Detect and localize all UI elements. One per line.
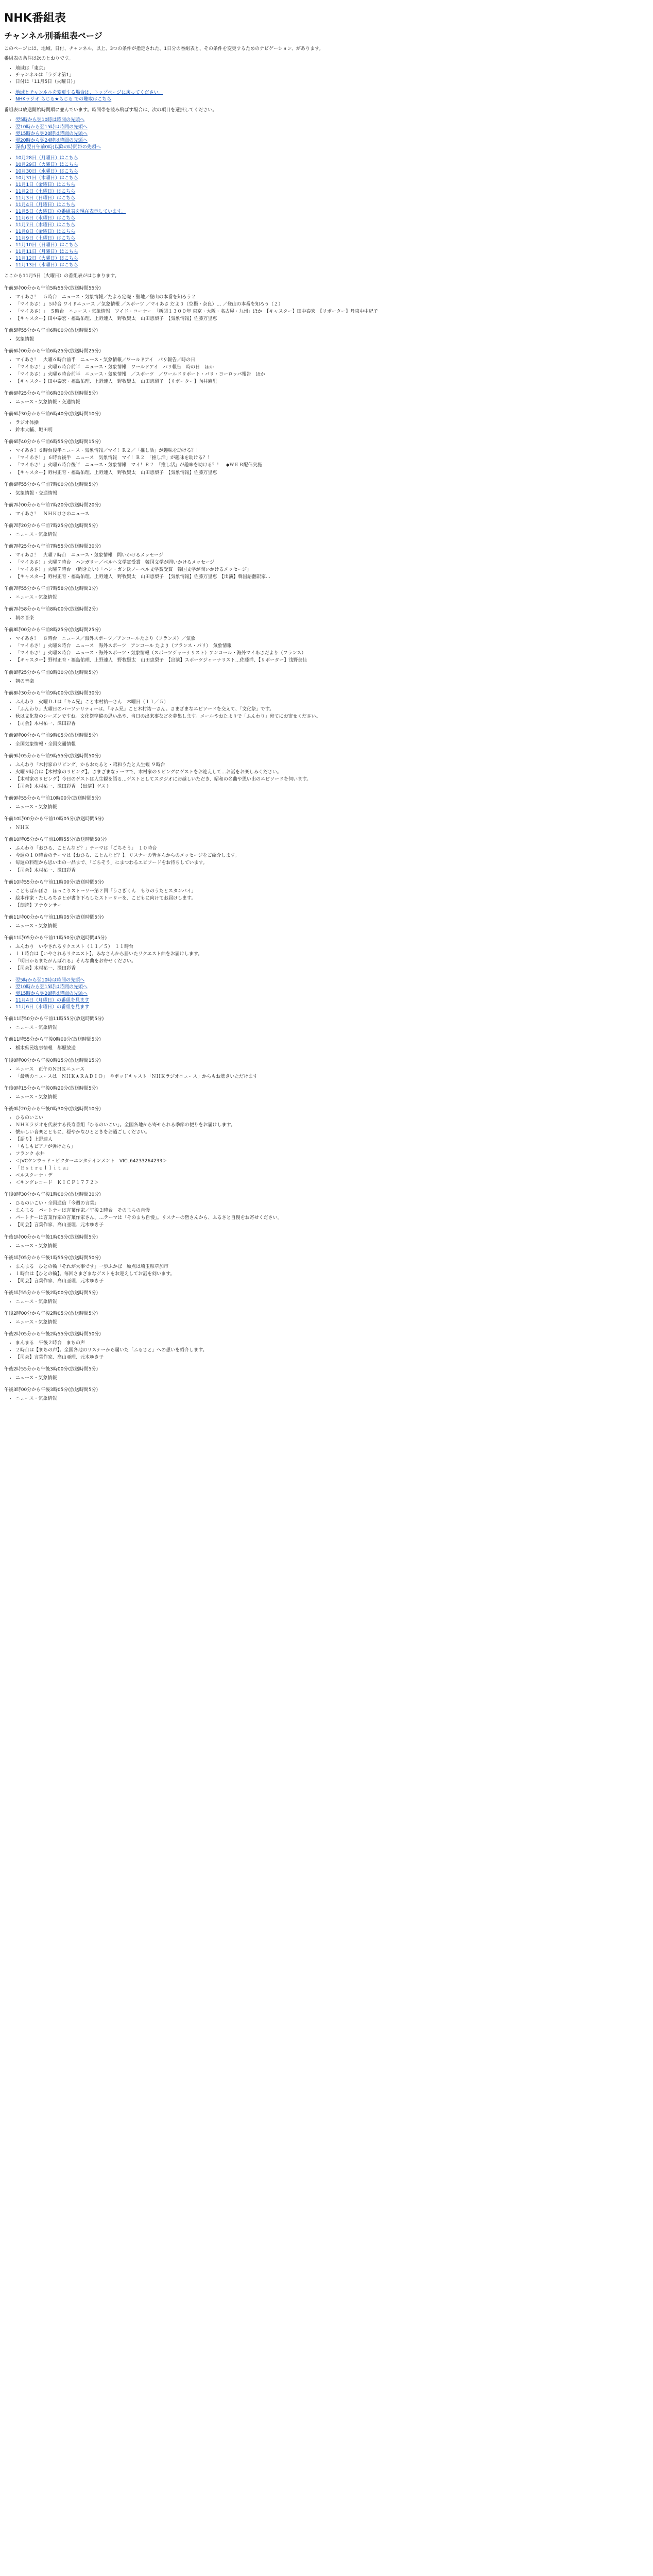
program-block: [4, 1366, 649, 1382]
program-detail-item: • 【キャスター】田中泰宏・福島佑理、上野連人 野牧賢太 山田恵梨子 【リポーター】向井麻里: [15, 379, 649, 385]
program-block: [4, 837, 649, 874]
program-block: [4, 544, 649, 581]
mid-nav-link[interactable]: 翌10時から翌15時は時間の先頭へ: [15, 985, 88, 990]
program-block: [4, 1016, 649, 1031]
program-detail-item: • マイあさ！６時台後半ニュース・気象情報／マイ！Ｒ２／「推し活」が趣味を助ける？！: [15, 448, 649, 454]
radiru-link[interactable]: NHKラジオ らじる★らじる での聴取はこちら: [15, 97, 112, 103]
page-heading: チャンネル別番組表ページ: [4, 30, 102, 41]
program-block: [4, 627, 649, 664]
program-time: 午後2時55分から午後3時00分(放送時間5分): [4, 1367, 98, 1372]
site-title: NHK番組表: [4, 12, 66, 25]
program-details: [4, 1115, 649, 1187]
program-block: [4, 1037, 649, 1052]
program-detail-item: • マイあさ！ 火曜７時台 ニュース・気象情報 問いかけるメッセージ: [15, 552, 649, 559]
program-details: [4, 762, 649, 790]
program-detail-item: • 気象情報: [15, 336, 649, 343]
program-time: 午後0時30分から午後1時00分(放送時間30分): [4, 1192, 101, 1198]
program-time: 午前7時00分から午前7時20分(放送時間20分): [4, 502, 101, 508]
date-link[interactable]: 11月2日（土曜日）はこちら: [15, 189, 76, 194]
program-detail-item: • 【司会】木村祐一、澤田彩香 【出演】ゲスト: [15, 784, 649, 790]
program-details: [4, 888, 649, 909]
program-detail-item: • ふんわり 火曜ＤＪは「キム兄」こと木村祐一さん 木曜日（１１／５）: [15, 699, 649, 706]
program-details: [4, 1375, 649, 1382]
program-detail-item: • ＜JVCケンウッド・ビクターエンタテインメント VICL64233264233＞: [15, 1158, 649, 1165]
program-details: [4, 1319, 649, 1326]
program-time: 午後0時20分から午後0時30分(放送時間10分): [4, 1106, 101, 1112]
program-block: [4, 1058, 649, 1080]
program-block: [4, 1331, 649, 1361]
program-time: 午後2時05分から午後2時55分(放送時間50分): [4, 1331, 101, 1337]
program-block: [4, 606, 649, 622]
program-detail-item: • 「マイあさ！」火曜７時台 ハンガリー／ベルヘ文学賞受賞 韓国文学が問いかけるメッセージ: [15, 560, 649, 566]
program-details: [4, 357, 649, 385]
program-block: [4, 1106, 649, 1187]
mid-nav-link[interactable]: 11月4日（月曜日）の番組を見ます: [15, 998, 90, 1004]
program-block: [4, 482, 649, 497]
program-detail-item: • 火曜９時台は【木村家のリビング】。さまざまなテーマで、木村家のリビングにゲストをお迎えして…お話をお楽しみください。: [15, 769, 649, 776]
program-details: [4, 741, 649, 748]
condition-item: • 地域は「東京」: [15, 65, 649, 72]
mid-nav-links-list: [4, 977, 649, 1011]
program-time: 午後0時15分から午後0時20分(放送時間5分): [4, 1086, 98, 1091]
mid-nav-link[interactable]: 翌5時から翌10時は時間の先頭へ: [15, 978, 85, 984]
date-link[interactable]: 11月1日（金曜日）はこちら: [15, 182, 76, 188]
time-jump-link[interactable]: 翌15時から翌20時は時間の先頭へ: [15, 131, 88, 137]
program-block: [4, 733, 649, 748]
program-time: 午前8時30分から午前9時00分(放送時間30分): [4, 690, 101, 696]
program-time: 午前11時55分から午後0時00分(放送時間5分): [4, 1037, 101, 1043]
intro-description: このページには、地域、日付、チャンネル、以上、3つの条件が指定された、1日分の番組表と、その条件を変更するためのナビゲーション、があります。: [4, 46, 324, 52]
program-detail-item: • 絵本作家・たしろちさとが書き下ろしたストーリーを、こどもに向けてお届けします。: [15, 895, 649, 902]
program-detail-item: • 毎週の料理から思い出の一品まで、「ごちそう」にまつわるエピソードをお待ちしています。: [15, 860, 649, 867]
program-detail-item: • ひるのいこい・全国通信「今週の言葉」: [15, 1200, 649, 1207]
program-detail-item: • ＜キングレコード ＫＩＣＰ１７７２＞: [15, 1180, 649, 1187]
program-detail-item: • ＮＨＫ: [15, 825, 649, 832]
time-jump-link[interactable]: 翌20時から翌24時は時間の先頭へ: [15, 138, 88, 143]
program-block: [4, 879, 649, 909]
time-jump-link[interactable]: 翌5時から翌10時は時間の先頭へ: [15, 117, 85, 123]
condition-item: • チャンネルは「ラジオ第1」: [15, 72, 649, 79]
program-detail-item: • ニュース・気象情報: [15, 1025, 649, 1031]
date-links-list: [4, 155, 649, 269]
program-time: 午前5時55分から午前6時00分(放送時間5分): [4, 328, 98, 333]
program-details: [4, 511, 649, 518]
program-detail-item: • 気象情報・交通情報: [15, 490, 649, 497]
date-link-current[interactable]: 11月5日（火曜日）の番組表を現在表示しています。: [15, 209, 126, 215]
program-time: 午前7時55分から午前7時58分(放送時間3分): [4, 586, 98, 592]
program-block: [4, 1290, 649, 1306]
program-detail-item: • 【キャスター】野村正育・福島佑理、上野連人 野牧賢太 山田恵梨子 【気象情報】佐藤万里恵: [15, 470, 649, 477]
program-detail-item: • まんまる パートナーは言葉作家／午後２時台 そのまちの自慢: [15, 1208, 649, 1214]
program-details: [4, 1243, 649, 1250]
program-time: 午前10時00分から午前10時05分(放送時間5分): [4, 817, 104, 822]
program-detail-item: • 【司会】言葉作家、高山亜理、元木ゆき子: [15, 1222, 649, 1229]
date-link[interactable]: 11月8日（金曜日）はこちら: [15, 229, 76, 235]
time-jump-list: [4, 117, 649, 150]
program-details: [4, 804, 649, 811]
program-detail-item: • 【キャスター】野村正育・福島佑理、上野連人 野牧賢太 山田恵梨子 【気象情報】佐藤万里恵 【出演】韓国語翻訳家…: [15, 574, 649, 581]
program-detail-item: • 【司会】木村祐一、澤田彩香: [15, 868, 649, 874]
date-link[interactable]: 11月10日（日曜日）はこちら: [15, 243, 78, 248]
program-block: [4, 795, 649, 811]
date-link[interactable]: 11月11日（月曜日）はこちら: [15, 249, 78, 255]
program-details: [4, 448, 649, 476]
date-link[interactable]: 11月12日（火曜日）はこちら: [15, 256, 78, 262]
program-detail-item: • マイあさ！ ８時台 ニュース／海外スポーツ／アンコールたより（フランス）／気象: [15, 636, 649, 642]
program-detail-item: • 【司会】木村祐一、澤田彩香: [15, 721, 649, 727]
program-time: 午前9時00分から午前9時05分(放送時間5分): [4, 733, 98, 738]
program-detail-item: • 今週の１０時台のテーマは【おひる、ことんなど？】。リスナーの皆さんからのメッセージをご紹介します。: [15, 853, 649, 859]
date-link[interactable]: 11月6日（水曜日）はこちら: [15, 216, 76, 222]
program-details: [4, 595, 649, 601]
program-details: [4, 1200, 649, 1229]
date-link[interactable]: 11月13日（水曜日）はこちら: [15, 263, 78, 268]
program-detail-item: • 「ふんわり」火曜日のパーソナリティーは、「キム兄」こと木村祐一さん。さまざまなエピソードを交えて、「文化祭」です。: [15, 706, 649, 713]
program-block: [4, 439, 649, 476]
program-detail-item: • まんまる 午後２時台 まちの声: [15, 1340, 649, 1347]
program-time: 午前6時00分から午前6時25分(放送時間25分): [4, 348, 101, 354]
program-details: [4, 1045, 649, 1052]
program-block: [4, 502, 649, 518]
program-detail-item: • ニュース・気象情報: [15, 804, 649, 811]
program-details: [4, 1066, 649, 1080]
program-detail-item: • ２時台は【まちの声】。全国各地のリスナーから届いた「ふるさと」への想いを紹介します。: [15, 1347, 649, 1354]
program-details: [4, 490, 649, 497]
program-details: [4, 1396, 649, 1402]
program-detail-item: • 「明日からまたがんばれる」そんな曲をお寄せください。: [15, 958, 649, 965]
program-detail-item: • 「マイあさ！」火曜８時台 ニュース・海外スポーツ・気象情報（スポーツジャーナリスト）アンコール・海外マイあさだより（フランス）: [15, 650, 649, 657]
program-details: [4, 420, 649, 434]
program-time: 午前10時55分から午前11時00分(放送時間5分): [4, 879, 104, 885]
program-detail-item: • 懐かしい音楽とともに、穏やかなひとときをお過ごしください。: [15, 1129, 649, 1136]
program-time: 午前8時25分から午前8時30分(放送時間5分): [4, 670, 98, 675]
program-time: 午後1時00分から午後1時05分(放送時間5分): [4, 1234, 98, 1240]
date-link[interactable]: 11月3日（日曜日）はこちら: [15, 195, 76, 201]
program-details: [4, 1299, 649, 1306]
program-details: [4, 552, 649, 581]
program-detail-item: • 「マイあさ！」火曜６時台前半 ニュース・気象情報 ／スポーツ ／ワールドリポート・パリ・ヨーロッパ報告 ほか: [15, 371, 649, 378]
program-time: 午前11時05分から午前11時50分(放送時間45分): [4, 935, 107, 941]
program-block: [4, 1192, 649, 1229]
program-details: [4, 825, 649, 832]
program-details: [4, 336, 649, 343]
date-link[interactable]: 11月7日（木曜日）はこちら: [15, 223, 76, 228]
program-detail-item: • ニュース・気象情報・交通情報: [15, 399, 649, 406]
program-time: 午後1時55分から午後2時00分(放送時間5分): [4, 1290, 98, 1296]
program-details: [4, 532, 649, 538]
program-block: [4, 1311, 649, 1326]
program-detail-item: • フランク 永井: [15, 1151, 649, 1158]
program-block: [4, 285, 649, 323]
program-time: 午前6時25分から午前6時30分(放送時間5分): [4, 391, 98, 397]
program-details: [4, 1340, 649, 1361]
program-detail-item: • まんまる ひとの輪「それが大事です」一歩ふかぼ 原点は埼玉県草加市: [15, 1264, 649, 1270]
program-detail-item: • 「マイあさ！」火曜６時台後半 ニュース・気象情報 マイ！Ｒ２ 「推し活」が趣味を助ける？！ ◆ＷＥＢ配信実施: [15, 462, 649, 469]
program-details: [4, 1264, 649, 1285]
program-block: [4, 935, 649, 972]
program-detail-item: • マイあさ！ ＮＨＫけさのニュース: [15, 511, 649, 518]
mid-nav-link[interactable]: 11月6日（水曜日）の番組を見ます: [15, 1005, 90, 1010]
program-details: [4, 1094, 649, 1101]
program-details: [4, 845, 649, 874]
program-block: [4, 1255, 649, 1285]
program-block: [4, 670, 649, 685]
program-time: 午前6時30分から午前6時40分(放送時間10分): [4, 412, 101, 417]
nav-links-list: [4, 90, 649, 103]
program-time: 午前6時40分から午前6時55分(放送時間15分): [4, 439, 101, 445]
time-select-label: 番組表は放送開始時間順に並んでいます。時間帯を読み飛ばす場合は、次の項目を選択してください。: [4, 108, 217, 113]
program-detail-item: • ニュース・気象情報: [15, 1299, 649, 1306]
time-jump-link[interactable]: 翌10時から翌15時は時間の先頭へ: [15, 124, 88, 130]
program-detail-item: • 「マイあさ！」５時台 ワイドニュース ／気象情報 ／スポーツ ／マイあさ だより（空撮・奈良）… ／登山の本番を知ろう（２）: [15, 301, 649, 308]
program-detail-item: • 「マイあさ！」火曜６時台前半 ニュース・気象情報 ワールドアイ パリ報告 時の日 ほか: [15, 364, 649, 371]
program-detail-item: • 【司会】言葉作家、高山亜理、元木ゆき子: [15, 1278, 649, 1285]
program-detail-item: • ニュース・気象情報: [15, 595, 649, 601]
date-link[interactable]: 11月4日（月曜日）はこちら: [15, 202, 76, 208]
program-details: [4, 1025, 649, 1031]
program-detail-item: • こどもばかぼさ ほっこりストーリー第２回「うさぎくん もりのうたとスタンバイ」: [15, 888, 649, 895]
program-detail-item: • ニュース・気象情報: [15, 1094, 649, 1101]
program-detail-item: • 【木村家のリビング】今日のゲストは人生観を語る…ゲストとしてスタジオにお越しいただき、昭和の名曲や思い出のエピソードを伺います。: [15, 776, 649, 783]
program-detail-item: • ラジオ体操: [15, 420, 649, 427]
program-detail-item: • ニュース・気象情報: [15, 923, 649, 930]
program-block: [4, 753, 649, 790]
program-time: 午前7時20分から午前7時25分(放送時間5分): [4, 523, 98, 529]
program-block: [4, 1387, 649, 1402]
program-detail-item: • ニュース・気象情報: [15, 1319, 649, 1326]
program-details: [4, 923, 649, 930]
program-time: 午前11時50分から午前11時55分(放送時間5分): [4, 1016, 104, 1022]
conditions-label: 番組表の条件は次のとおりです。: [4, 56, 74, 62]
program-detail-item: • ふんわり「おひる、ことんなど？」テーマは「ごちそう」 １０時台: [15, 845, 649, 852]
program-detail-item: • 【司会】木村祐一、澤田彩香: [15, 965, 649, 972]
conditions-list: [4, 65, 649, 86]
program-detail-item: • 「マイあさ！」火曜８時台 ニュース 海外スポーツ アンコール たより（フランス・パリ） 気象情報: [15, 643, 649, 650]
program-block: [4, 523, 649, 538]
program-detail-item: • パートナーは言葉作家の言葉作家さん。…テーマは「そのまち自慢」。リスナーの皆さんから、ふるさと自慢をお寄せください。: [15, 1215, 649, 1222]
date-link[interactable]: 10月28日（月曜日）はこちら: [15, 155, 78, 161]
program-detail-item: • １時台は【ひとの輪】。毎回さまざまなゲストをお迎えしてお話を伺います。: [15, 1271, 649, 1278]
program-detail-item: • 秋は文化祭のシーズンですね。文化祭準備の思い出や、当日の出来事などを募集します。メールやおたよりで「ふんわり」宛てにお寄せください。: [15, 714, 649, 720]
program-time: 午前5時00分から午前5時55分(放送時間55分): [4, 285, 101, 291]
program-time: 午前10時05分から午前10時55分(放送時間50分): [4, 837, 107, 843]
intro-section: [4, 46, 649, 280]
schedule-start-note: ここから11月5日（火曜日）の番組表がはじまります。: [4, 274, 119, 279]
program-detail-item: • ふんわり「木村家のリビング」からおたると・昭和うたと人生観 ９時台: [15, 762, 649, 769]
program-time: 午前8時00分から午前8時25分(放送時間25分): [4, 628, 101, 633]
program-detail-item: • ひるのいこい: [15, 1115, 649, 1122]
program-detail-item: • 「最新のニュースは「ＮＨＫ★ＲＡＤＩＯ」 やポッドキャスト「ＮＨＫラジオニュース」からもお聴きいただけます: [15, 1074, 649, 1080]
date-link[interactable]: 10月31日（木曜日）はこちら: [15, 175, 78, 181]
program-detail-item: • マイあさ！ ５時台 ニュース・気象情報／たよろ定礎・聖地／登山の本番を知ろう２: [15, 294, 649, 301]
program-block: [4, 348, 649, 385]
program-detail-item: • 「もしもピアノが弾けたら」: [15, 1144, 649, 1150]
date-link[interactable]: 10月30日（水曜日）はこちら: [15, 168, 78, 174]
program-details: [4, 699, 649, 727]
program-detail-item: • ニュース・気象情報: [15, 1375, 649, 1382]
program-detail-item: • 【キャスター】田中泰宏・福島佑理、上野連人 野牧賢太 山田恵梨子 【気象情報】佐藤万里恵: [15, 316, 649, 323]
program-detail-item: • 「マイあさ！」 ５時台 ニュース・気象情報 ワイド・コーナー 「新聞１３００年 東京・大阪・名古屋・九州」ほか 【キャスター】田中泰宏 【リポーター】丹東中中紀子: [15, 309, 649, 315]
program-block: [4, 586, 649, 601]
program-detail-item: • ふんわり いやされるリクエスト（１１／５） １１時台: [15, 944, 649, 951]
program-time: 午前7時58分から午前8時00分(放送時間2分): [4, 607, 98, 613]
program-time: 午後1時05分から午後1時55分(放送時間50分): [4, 1255, 101, 1261]
time-jump-link[interactable]: 深夜(翌日午前0時)以降の時間帯の先頭へ: [15, 144, 101, 150]
program-block: [4, 914, 649, 930]
program-block: [4, 411, 649, 434]
program-details: [4, 944, 649, 972]
program-time: 午前9時05分から午前9時55分(放送時間50分): [4, 753, 101, 759]
program-detail-item: • ベルスクーナ・デ: [15, 1173, 649, 1179]
program-details: [4, 636, 649, 664]
program-detail-item: • 全国気象情報・全国交通情報: [15, 741, 649, 748]
program-detail-item: • 「Ｅｓｔｒｅｌｌｉｔａ」: [15, 1165, 649, 1172]
program-block: [4, 1234, 649, 1250]
program-detail-item: • ニュース 正午のＮＨＫニュース: [15, 1066, 649, 1073]
program-block: [4, 328, 649, 343]
program-block: [4, 816, 649, 832]
program-detail-item: • ＮＨＫラジオを代表する長寿番組「ひるのいこい」。全国各地から寄せられる季節の便りをお届けします。: [15, 1122, 649, 1129]
program-time: 午後3時00分から午後3時05分(放送時間5分): [4, 1387, 98, 1393]
program-time: 午後2時00分から午後2時05分(放送時間5分): [4, 1311, 98, 1316]
program-block: [4, 391, 649, 406]
program-schedule: [4, 285, 649, 1403]
program-detail-item: • 朝の音楽: [15, 615, 649, 622]
program-detail-item: • 栃木県民塩事情報 都歴放送: [15, 1045, 649, 1052]
program-detail-item: • ニュース・気象情報: [15, 1396, 649, 1402]
program-details: [4, 294, 649, 323]
program-detail-item: • 「マイあさ！」火曜７時台 （問きたい）「ハン・ガン氏ノーベル文学賞受賞 韓国文学が問いかけるメッセージ」: [15, 567, 649, 573]
program-detail-item: • ニュース・気象情報: [15, 532, 649, 538]
program-detail-item: • 【朗読】アナウンサー: [15, 903, 649, 909]
program-block: [4, 1086, 649, 1101]
program-detail-item: • 【語り】上野連人: [15, 1137, 649, 1143]
program-time: 午前6時55分から午前7時00分(放送時間5分): [4, 482, 98, 487]
program-details: [4, 615, 649, 622]
program-time: 午前9時55分から午前10時00分(放送時間5分): [4, 796, 101, 802]
date-link[interactable]: 10月29日（火曜日）はこちら: [15, 162, 78, 167]
program-detail-item: • ニュース・気象情報: [15, 1243, 649, 1250]
program-detail-item: • 鈴木大輔、堀田明: [15, 427, 649, 434]
program-detail-item: • 「マイあさ！」６時台後半 ニュース 気象情報 マイ！Ｒ２ 「推し活」が趣味を助ける？！: [15, 455, 649, 462]
condition-item: • 日付は「11月5日（火曜日）」: [15, 79, 649, 86]
mid-nav-link[interactable]: 翌15時から翌20時は時間の先頭へ: [15, 991, 88, 997]
program-detail-item: • １１時台は【いやされるリクエスト】。みなさんから届いたリクエスト曲をお届けします。: [15, 951, 649, 958]
date-link[interactable]: 11月9日（土曜日）はこちら: [15, 236, 76, 242]
program-detail-item: • マイあさ！ 火曜６時台前半 ニュース・気象情報／ワールドアイ パリ報告／時の日: [15, 357, 649, 364]
program-detail-item: • 朝の音楽: [15, 679, 649, 685]
program-time: 午前7時25分から午前7時55分(放送時間30分): [4, 544, 101, 549]
program-detail-item: • 【司会】言葉作家、高山亜理、元木ゆき子: [15, 1354, 649, 1361]
program-block: [4, 690, 649, 727]
program-time: 午前11時00分から午前11時05分(放送時間5分): [4, 914, 104, 920]
program-details: [4, 399, 649, 406]
program-details: [4, 679, 649, 685]
change-region-link[interactable]: 地域とチャンネルを変更する場合は、トップページに戻ってください。: [15, 90, 163, 96]
program-time: 午後0時00分から午後0時15分(放送時間15分): [4, 1058, 101, 1063]
program-detail-item: • 【キャスター】野村正育・福島佑理、上野連人 野牧賢太 山田恵梨子 【出演】スポーツジャーナリスト…佐藤洋、【リポーター】浅野美佳: [15, 657, 649, 664]
